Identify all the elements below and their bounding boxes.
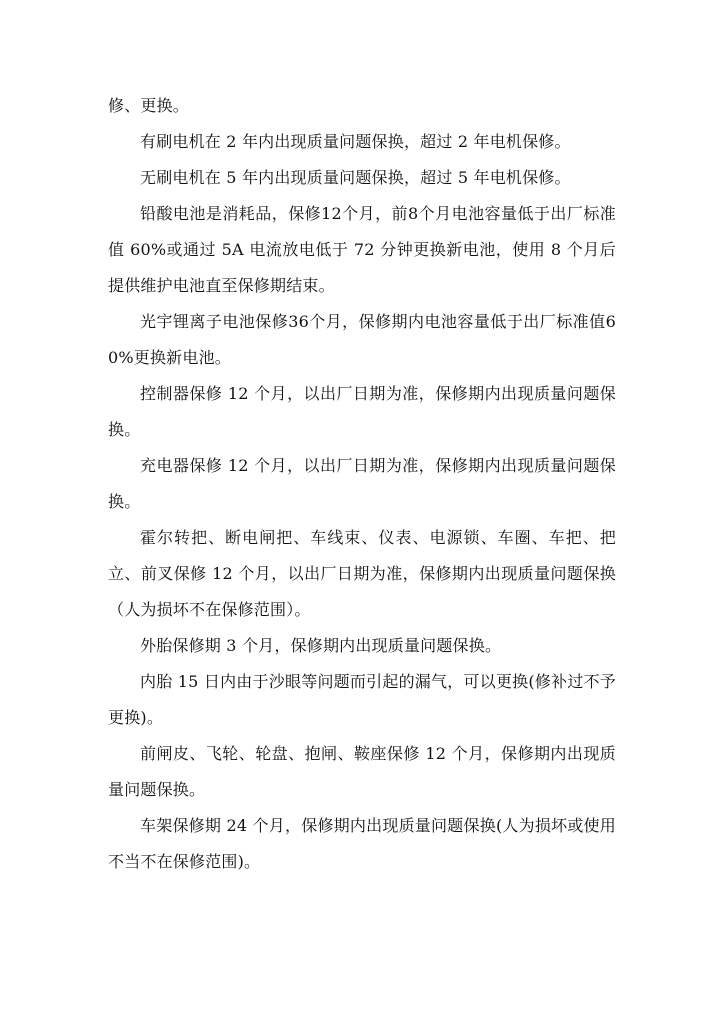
paragraph-3: 无刷电机在 5 年内出现质量问题保换，超过 5 年电机保修。 (140, 168, 571, 187)
paragraph-4: 铅酸电池是消耗品，保修12个月，前8个月电池容量低于出厂标准值 60%或通过 5A 电流放电低于 72 分钟更换新电池，使用 8 个月后提供维护电池直至保修期结束。 (108, 204, 616, 295)
paragraph-5: 光宇锂离子电池保修36个月，保修期内电池容量低于出厂标准值60%更换新电池。 (108, 312, 616, 367)
paragraph-10: 内胎 15 日内由于沙眼等问题而引起的漏气，可以更换(修补过不予更换)。 (108, 672, 616, 727)
document-body (108, 88, 616, 880)
paragraph-7: 充电器保修 12 个月，以出厂日期为准，保修期内出现质量问题保换。 (108, 456, 616, 511)
paragraph-2: 有刷电机在 2 年内出现质量问题保换，超过 2 年电机保修。 (140, 132, 571, 151)
paragraph-9: 外胎保修期 3 个月，保修期内出现质量问题保换。 (140, 636, 502, 655)
paragraph-12: 车架保修期 24 个月，保修期内出现质量问题保换(人为损坏或使用不当不在保修范围)。 (108, 816, 616, 871)
paragraph-8: 霍尔转把、断电闸把、车线束、仪表、电源锁、车圈、车把、把立、前叉保修 12 个月，以出厂日期为准，保修期内出现质量问题保换（人为损坏不在保修范围）。 (108, 528, 616, 619)
paragraph-11: 前闸皮、飞轮、轮盘、抱闸、鞍座保修 12 个月，保修期内出现质量问题保换。 (108, 744, 616, 799)
paragraph-1: 修、更换。 (108, 96, 190, 115)
paragraph-6: 控制器保修 12 个月，以出厂日期为准，保修期内出现质量问题保换。 (108, 384, 616, 439)
